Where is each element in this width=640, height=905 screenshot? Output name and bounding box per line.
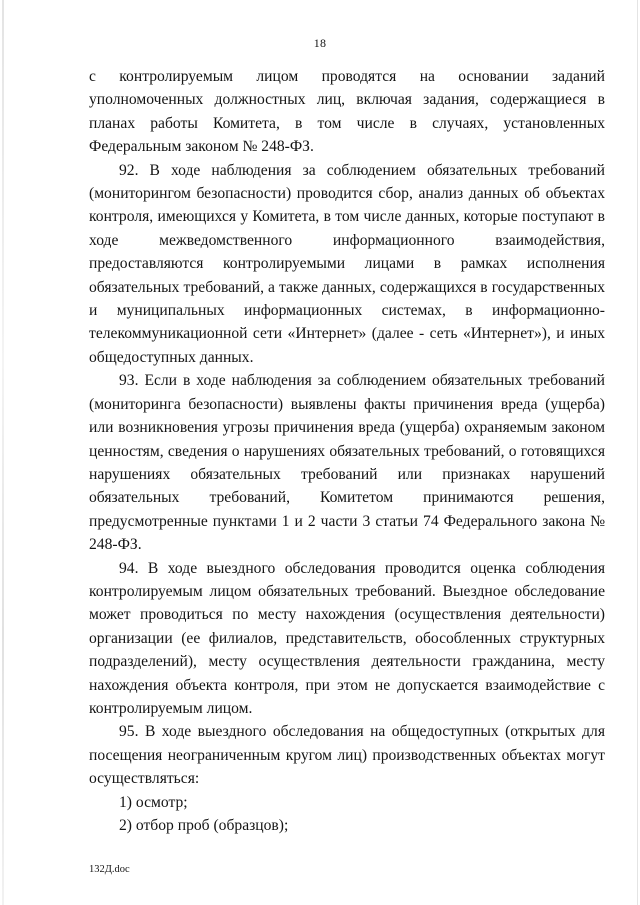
footer-filename: 132Д.doc [89, 864, 130, 875]
paragraph-continuation: с контролируемым лицом проводятся на основании заданий уполномоченных должностных лиц, включая задания, содержащиеся в планах работы Комитета, в том числе в случаях, установленных Федеральным законом № 248-ФЗ. [89, 68, 605, 156]
list-item-sampling: 2) отбор проб (образцов); [119, 817, 289, 834]
paragraph-94: 94. В ходе выездного обследования проводится оценка соблюдения контролируемым лицом обязательных требований. Выездное обследование может проводиться по месту нахождения (осуществления деятельности) организации (ее филиалов, представительств, обособленных структурных подразделений), месту осуществления деятельности гражданина, месту нахождения объекта контроля, при этом не допускается взаимодействие с контролируемым лицом. [89, 559, 605, 717]
page-number: 18 [313, 36, 327, 50]
paragraph-95: 95. В ходе выездного обследования на общедоступных (открытых для посещения неограниченным кругом лиц) производственных объектах могут осуществляться: [89, 723, 605, 788]
paragraph-92: 92. В ходе наблюдения за соблюдением обязательных требований (мониторингом безопасности) проводится сбор, анализ данных об объектах контроля, имеющихся у Комитета, в том числе данных, которые поступают в ходе межведомственного информационного взаимодействия, предоставляются контролируемыми лицами в рамках исполнения обязательных требований, а также данных, содержащихся в государственных и муниципальных информационных системах, в информационно-телекоммуникационной сети «Интернет» (далее - сеть «Интернет»), и иных общедоступных данных. [89, 161, 605, 366]
document-body [89, 65, 605, 837]
paragraph-93: 93. Если в ходе наблюдения за соблюдением обязательных требований (мониторинга безопасности) выявлены факты причинения вреда (ущерба) или возникновения угрозы причинения вреда (ущерба) охраняемым законом ценностям, сведения о нарушениях обязательных требований, о готовящихся нарушениях обязательных требований или признаках нарушений обязательных требований, Комитетом принимаются решения, предусмотренные пунктами 1 и 2 части 3 статьи 74 Федерального закона № 248-ФЗ. [89, 372, 605, 554]
list-item-inspection: 1) осмотр; [119, 793, 188, 811]
scan-edge-left [2, 0, 4, 905]
scan-edge-right [637, 0, 638, 905]
